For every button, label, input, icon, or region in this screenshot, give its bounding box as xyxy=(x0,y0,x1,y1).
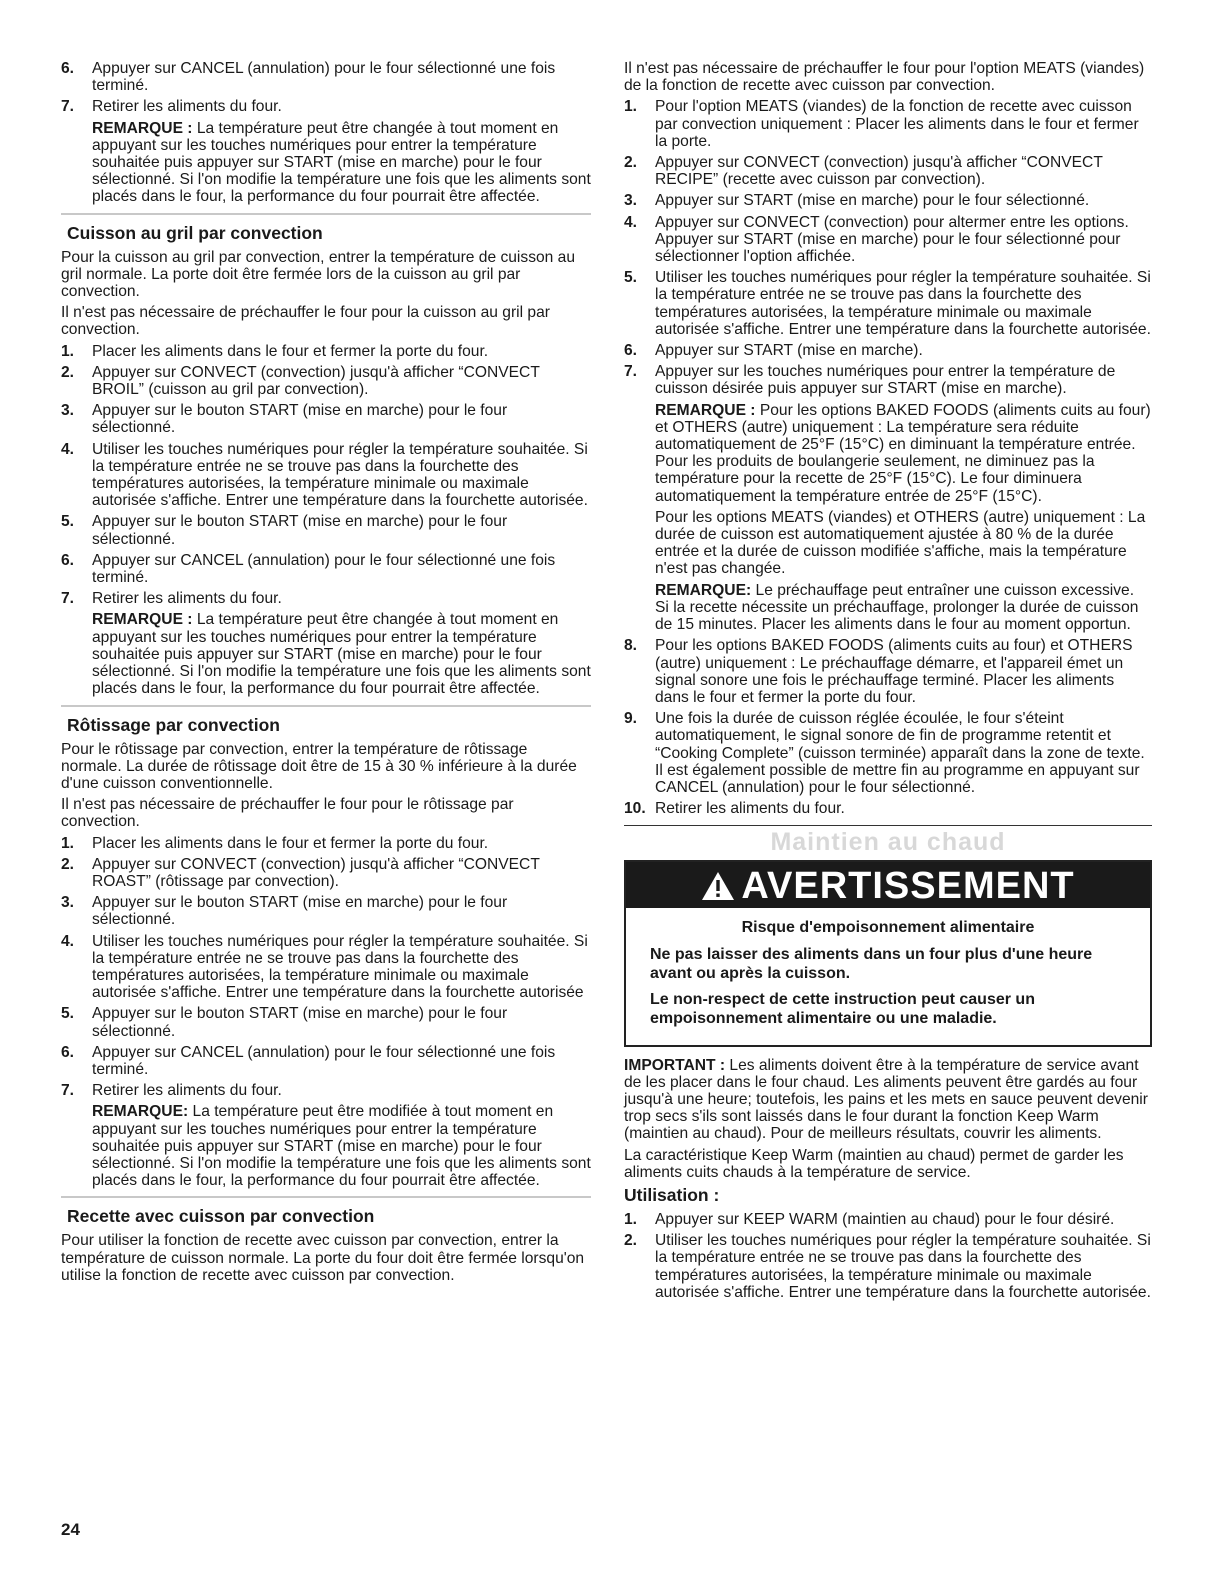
step-number: 6. xyxy=(61,551,75,569)
warning-risk: Risque d'empoisonnement alimentaire xyxy=(741,918,1035,936)
note-text: Le préchauffage peut entraîner une cuisson excessive. Si la recette nécessite un préchauffage, prolonger la durée de cuisson de 15 minutes. Placer les aliments dans le four au moment opportun. xyxy=(655,581,1139,634)
note-label: REMARQUE : xyxy=(92,611,193,629)
step-text: Appuyer sur CANCEL (annulation) pour le four sélectionné une fois terminé. xyxy=(92,1043,556,1078)
step-text: Appuyer sur les touches numériques pour entrer la température de cuisson désirée puis appuyer sur START (mise en marche). xyxy=(655,363,1116,398)
step-text: Utiliser les touches numériques pour régler la température souhaitée. Si la température entrée ne se trouve pas dans la fourchette des températures autorisées, la température minimale ou maximale autorisée s'affiche. Entrer une température dans la fourchette autorisée xyxy=(92,932,588,1002)
paragraph: La caractéristique Keep Warm (maintien au chaud) permet de garder les aliments cuits chauds à la température de service. xyxy=(624,1146,1124,1181)
important-label: IMPORTANT : xyxy=(624,1056,726,1074)
step-number: 7. xyxy=(624,363,638,381)
step-3 xyxy=(61,894,591,928)
note xyxy=(92,1103,591,1189)
note-text: La température peut être changée à tout moment en appuyant sur les touches numériques pour entrer la température souhaitée puis appuyer sur START (mise en marche) pour le four sélectionné. Si l'on modifie la température une fois que les aliments sont placés dans le four, la performance du four pourrait être affectée. xyxy=(92,611,591,698)
paragraph: Pour utiliser la fonction de recette avec cuisson par convection, entrer la température de cuisson normale. La porte du four doit être fermée lorsqu'on utilise la fonction de recette avec cuisson par convection. xyxy=(61,1232,585,1284)
step-text: Appuyer sur le bouton START (mise en marche) pour le four sélectionné. xyxy=(92,1005,508,1040)
note-text: La température peut être modifiée à tout moment en appuyant sur les touches numériques pour entrer la température souhaitée puis appuyer sur START (mise en marche) pour le four sélectionné. Si l'on modifie la température une fois que les aliments sont placés dans le four, la performance du four pourrait être affectée. xyxy=(92,1103,591,1190)
step-text: Retirer les aliments du four. xyxy=(655,800,845,818)
step-text: Utiliser les touches numériques pour régler la température souhaitée. Si la température entrée ne se trouve pas dans la fourchette des températures autorisées, la température minimale ou maximale autorisée s'affiche. Entrer une température dans la fourchette autorisée. xyxy=(92,440,588,510)
note-label: REMARQUE: xyxy=(655,581,752,599)
step-3 xyxy=(624,192,1152,209)
step-6 xyxy=(61,1044,591,1078)
subsection-title-usage: Utilisation : xyxy=(624,1184,720,1205)
section-divider xyxy=(624,825,1152,826)
step-text: Placer les aliments dans le four et fermer la porte du four. xyxy=(92,834,489,852)
step-text: Utiliser les touches numériques pour régler la température souhaitée. Si la température entrée ne se trouve pas dans la fourchette des températures autorisées, la température minimale ou maximale autorisée s'affiche. Entrer une température dans la fourchette autorisée. xyxy=(655,269,1151,338)
step-1 xyxy=(61,835,591,852)
section-title-keep-warm: Maintien au chaud xyxy=(770,828,1006,857)
section-divider xyxy=(61,705,591,707)
step-number: 4. xyxy=(61,440,75,458)
paragraph: Pour le rôtissage par convection, entrer la température de rôtissage normale. La durée de rôtissage doit être de 15 à 30 % inférieure à la durée d'une cuisson conventionnelle. xyxy=(61,740,577,792)
warning-triangle-icon xyxy=(701,871,735,901)
step-number: 5. xyxy=(624,269,638,287)
step-text: Appuyer sur CONVECT (convection) jusqu'à afficher “CONVECT RECIPE” (recette avec cuisson par convection). xyxy=(655,154,1103,189)
note-text: La température peut être changée à tout moment en appuyant sur les touches numériques pour entrer la température souhaitée puis appuyer sur START (mise en marche) pour le four sélectionné. Si l'on modifie la température une fois que les aliments sont placés dans le four, la performance du four pourrait être affectée. xyxy=(92,119,591,206)
step-number: 2. xyxy=(61,363,75,381)
step-number: 6. xyxy=(61,60,75,77)
step-text: Appuyer sur le bouton START (mise en marche) pour le four sélectionné. xyxy=(92,402,508,437)
step-text: Pour l'option MEATS (viandes) de la fonction de recette avec cuisson par convection uniquement : Placer les aliments dans le four et fermer la porte. xyxy=(655,98,1139,150)
step-text: Placer les aliments dans le four et fermer la porte du four. xyxy=(92,342,489,360)
step-number: 6. xyxy=(61,1043,75,1061)
paragraph: Il n'est pas nécessaire de préchauffer le four pour l'option MEATS (viandes) de la fonction de recette avec cuisson par convection. xyxy=(624,60,1145,95)
step-text: Appuyer sur CONVECT (convection) jusqu'à afficher “CONVECT BROIL” (cuisson au gril par convection). xyxy=(92,363,540,399)
section-divider xyxy=(61,213,591,215)
step-text: Appuyer sur le bouton START (mise en marche) pour le four sélectionné. xyxy=(92,894,508,929)
left-column xyxy=(61,60,591,1288)
step-number: 2. xyxy=(61,855,75,873)
step-1 xyxy=(624,1211,1152,1228)
step-number: 1. xyxy=(61,342,75,360)
step-9 xyxy=(624,710,1152,796)
section-divider xyxy=(61,1196,591,1198)
step-1 xyxy=(624,98,1152,150)
warning-line: Ne pas laisser des aliments dans un four plus d'une heure avant ou après la cuisson. xyxy=(650,945,1093,982)
paragraph: Il n'est pas nécessaire de préchauffer le four pour la cuisson au gril par convection. xyxy=(61,304,550,339)
step-text: Retirer les aliments du four. xyxy=(92,98,282,116)
step-number: 7. xyxy=(61,1082,75,1100)
step-text: Appuyer sur START (mise en marche). xyxy=(655,342,923,360)
step-4 xyxy=(61,441,591,510)
step-number: 5. xyxy=(61,513,75,531)
step-number: 6. xyxy=(624,342,638,360)
note-label: REMARQUE: xyxy=(92,1103,189,1121)
step-number: 5. xyxy=(61,1005,75,1023)
section-title-convect-broil: Cuisson au gril par convection xyxy=(67,222,323,243)
section-title-convect-roast: Rôtissage par convection xyxy=(67,714,280,735)
step-text: Appuyer sur le bouton START (mise en marche) pour le four sélectionné. xyxy=(92,513,508,548)
step-number: 1. xyxy=(624,1210,638,1228)
note xyxy=(655,402,1152,505)
step-number: 1. xyxy=(61,834,75,852)
warning-line: Le non-respect de cette instruction peut causer un empoisonnement alimentaire ou une maladie. xyxy=(650,990,1035,1027)
step-text: Appuyer sur CONVECT (convection) pour altermer entre les options. Appuyer sur START (mise en marche) pour le four sélectionné pour sélectionner l'option affichée. xyxy=(655,213,1129,266)
right-column xyxy=(624,60,1152,1305)
step-2 xyxy=(61,856,591,890)
note xyxy=(92,120,591,206)
step-text: Appuyer sur CANCEL (annulation) pour le four sélectionné une fois terminé. xyxy=(92,60,556,95)
step-2 xyxy=(624,154,1152,188)
note-label: REMARQUE : xyxy=(655,401,756,419)
step-text: Une fois la durée de cuisson réglée écoulée, le four s'éteint automatiquement, le signal sonore de fin de programme retentit et “Cooking Complete” (cuisson terminée) apparaît dans la zone de texte. Il est également possible de mettre fin au programme en appuyant sur CANCEL (annulation) pour le four sélectionné. xyxy=(655,710,1145,796)
step-3 xyxy=(61,402,591,436)
note-label: REMARQUE : xyxy=(92,119,193,137)
step-6 xyxy=(61,552,591,586)
step-7 xyxy=(61,590,591,607)
step-text: Appuyer sur CANCEL (annulation) pour le four sélectionné une fois terminé. xyxy=(92,551,556,587)
note xyxy=(92,611,591,697)
step-number: 3. xyxy=(61,402,75,420)
step-7 xyxy=(61,1082,591,1099)
step-7 xyxy=(624,363,1152,397)
step-5 xyxy=(61,513,591,547)
step-8 xyxy=(624,637,1152,706)
step-number: 3. xyxy=(624,192,638,210)
section-title-convect-recipe: Recette avec cuisson par convection xyxy=(67,1206,375,1227)
step-number: 1. xyxy=(624,98,638,116)
step-7 xyxy=(61,98,591,115)
note-paragraph: Pour les options MEATS (viandes) et OTHERS (autre) uniquement : La durée de cuisson est automatiquement ajustée à 80 % de la durée entrée et la durée de cuisson modifiée s'affiche, mais la température n'est pas changée. xyxy=(655,508,1146,578)
step-number: 7. xyxy=(61,98,75,116)
step-number: 8. xyxy=(624,637,638,655)
step-text: Pour les options BAKED FOODS (aliments cuits au four) et OTHERS (autre) uniquement : Le préchauffage démarre, et l'appareil émet un signal sonore une fois le préchauffage terminé. Placer les aliments dans le four et fermer la porte du four. xyxy=(655,637,1133,706)
step-text: Appuyer sur START (mise en marche) pour le four sélectionné. xyxy=(655,192,1090,210)
important-paragraph xyxy=(624,1057,1152,1143)
step-number: 7. xyxy=(61,590,75,608)
step-2 xyxy=(624,1232,1152,1301)
step-2 xyxy=(61,364,591,398)
step-number: 10. xyxy=(624,800,646,818)
step-5 xyxy=(61,1005,591,1039)
step-number: 4. xyxy=(61,932,75,950)
step-number: 2. xyxy=(624,154,638,172)
step-4 xyxy=(61,933,591,1002)
warning-body xyxy=(626,908,1150,1045)
step-text: Appuyer sur KEEP WARM (maintien au chaud) pour le four désiré. xyxy=(655,1210,1115,1228)
note-text: Pour les options BAKED FOODS (aliments cuits au four) et OTHERS (autre) uniquement : La température sera réduite automatiquement de 25°F (15°C) en diminuant la température entrée. Pour les produits de boulangerie seulement, ne diminuez pas la température pour la recette de 25°F (15°C). Le four diminuera automatiquement la température entrée de 25°F (15°C). xyxy=(655,401,1151,505)
note xyxy=(655,582,1152,634)
step-1 xyxy=(61,343,591,360)
page-number: 24 xyxy=(61,1520,80,1539)
step-text: Retirer les aliments du four. xyxy=(92,590,282,608)
step-10 xyxy=(624,800,1152,817)
step-text: Retirer les aliments du four. xyxy=(92,1082,282,1100)
warning-heading: AVERTISSEMENT xyxy=(741,864,1075,907)
step-number: 3. xyxy=(61,894,75,912)
step-number: 4. xyxy=(624,213,638,231)
step-4 xyxy=(624,214,1152,266)
paragraph: Il n'est pas nécessaire de préchauffer le four pour le rôtissage par convection. xyxy=(61,796,514,831)
step-text: Appuyer sur CONVECT (convection) jusqu'à afficher “CONVECT ROAST” (rôtissage par convection). xyxy=(92,855,540,890)
warning-header xyxy=(626,862,1150,908)
step-text: Utiliser les touches numériques pour régler la température souhaitée. Si la température entrée ne se trouve pas dans la fourchette des températures autorisées, la température minimale ou maximale autorisée s'affiche. Entrer une température dans la fourchette autorisée. xyxy=(655,1232,1151,1301)
step-number: 2. xyxy=(624,1232,638,1250)
step-number: 9. xyxy=(624,710,638,728)
step-5 xyxy=(624,269,1152,338)
step-6 xyxy=(624,342,1152,359)
step-6 xyxy=(61,60,591,94)
important-text: Les aliments doivent être à la température de service avant de les placer dans le four chaud. Les aliments peuvent être gardés au four jusqu'à une heure; toutefois, les pains et les mets en sauce peuvent devenir trop secs s'ils sont laissés dans le four durant la fonction Keep Warm (maintien au chaud). Pour de meilleurs résultats, couvrir les aliments. xyxy=(624,1056,1148,1143)
warning-box xyxy=(624,860,1152,1047)
paragraph: Pour la cuisson au gril par convection, entrer la température de cuisson au gril normale. La porte doit être fermée lors de la cuisson au gril par convection. xyxy=(61,248,576,301)
